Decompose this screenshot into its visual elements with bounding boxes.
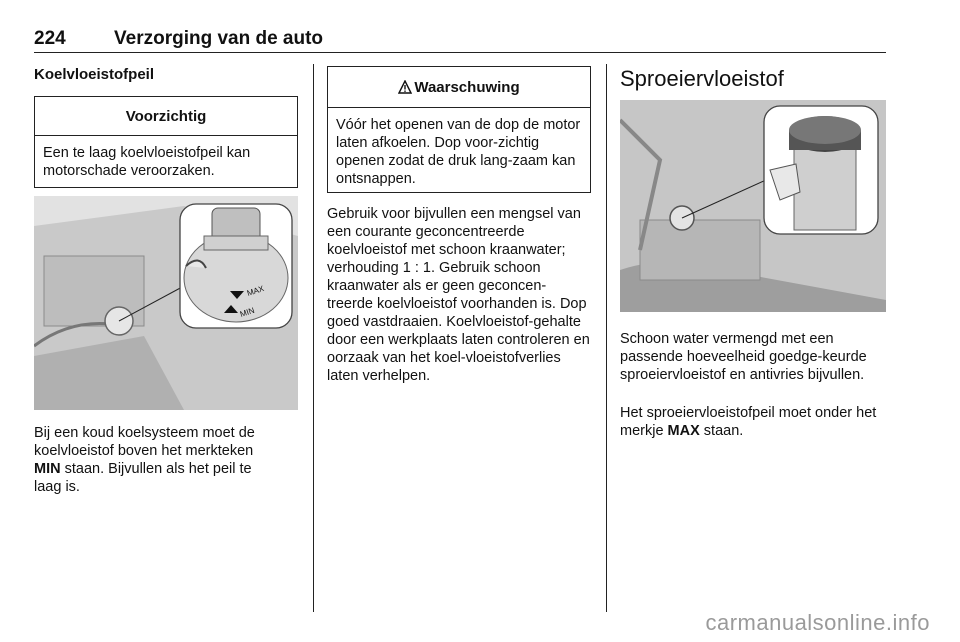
text-line: staan. Bijvullen als het peil te [60,461,252,477]
coolant-instruction [34,424,298,496]
max-mark: MAX [667,423,700,439]
section-title: Koelvloeistofpeil [34,66,155,83]
caution-title: Voorzichtig [35,97,297,136]
page-number: 224 [34,28,66,49]
text-line: laag is. [34,479,80,495]
warning-box [327,66,591,193]
caution-text: Een te laag koelvloeistofpeil kan motorschade veroorzaken. [43,145,251,179]
caution-box [34,96,298,188]
warning-text: Vóór het openen van de dop de motor laten afkoelen. Dop voor-zichtig openen zodat de druk lang-zaam kan ontsnappen. [336,117,581,187]
washer-fill-text: Schoon water vermengd met een passende hoeveelheid goedge-keurde sproeiervloeistof en antivries bijvullen. [620,331,867,383]
page-header [34,26,886,53]
washer-fluid-title: Sproeiervloeistof [620,66,784,91]
column-divider [606,64,607,612]
text-span: Het sproeiervloeistofpeil moet onder het merkje [620,405,877,439]
warning-triangle-icon [398,80,412,94]
min-mark: MIN [34,461,61,477]
watermark: carmanualsonline.info [705,610,930,635]
text-span: staan. [699,423,744,439]
chapter-title: Verzorging van de auto [114,28,324,49]
warning-header [328,67,590,108]
text-line: koelvloeistof boven het merkteken [34,443,254,459]
coolant-illustration [34,196,298,410]
max-label: MAX [245,283,266,298]
washer-illustration [620,100,886,312]
washer-level-text [620,404,886,440]
warning-title: Waarschuwing [414,78,520,96]
column-divider [313,64,314,612]
washer-reservoir-figure [620,100,886,312]
text-line: Bij een koud koelsysteem moet de [34,425,255,441]
coolant-reservoir-figure [34,196,298,410]
coolant-mixing-text: Gebruik voor bijvullen een mengsel van een courante geconcentreerde koelvloeistof met schoon kraanwater; verhouding 1 : 1. Gebruik schoon kraanwater als er geen geconcen-treerde koelvloeistof voorhanden is. Dop goed vastdraaien. Koelvloeistof-gehalte door een werkplaats laten controleren en oorzaak van het koel-vloeistofverlies laten verhelpen. [327,206,590,384]
min-label: MIN [238,305,256,319]
